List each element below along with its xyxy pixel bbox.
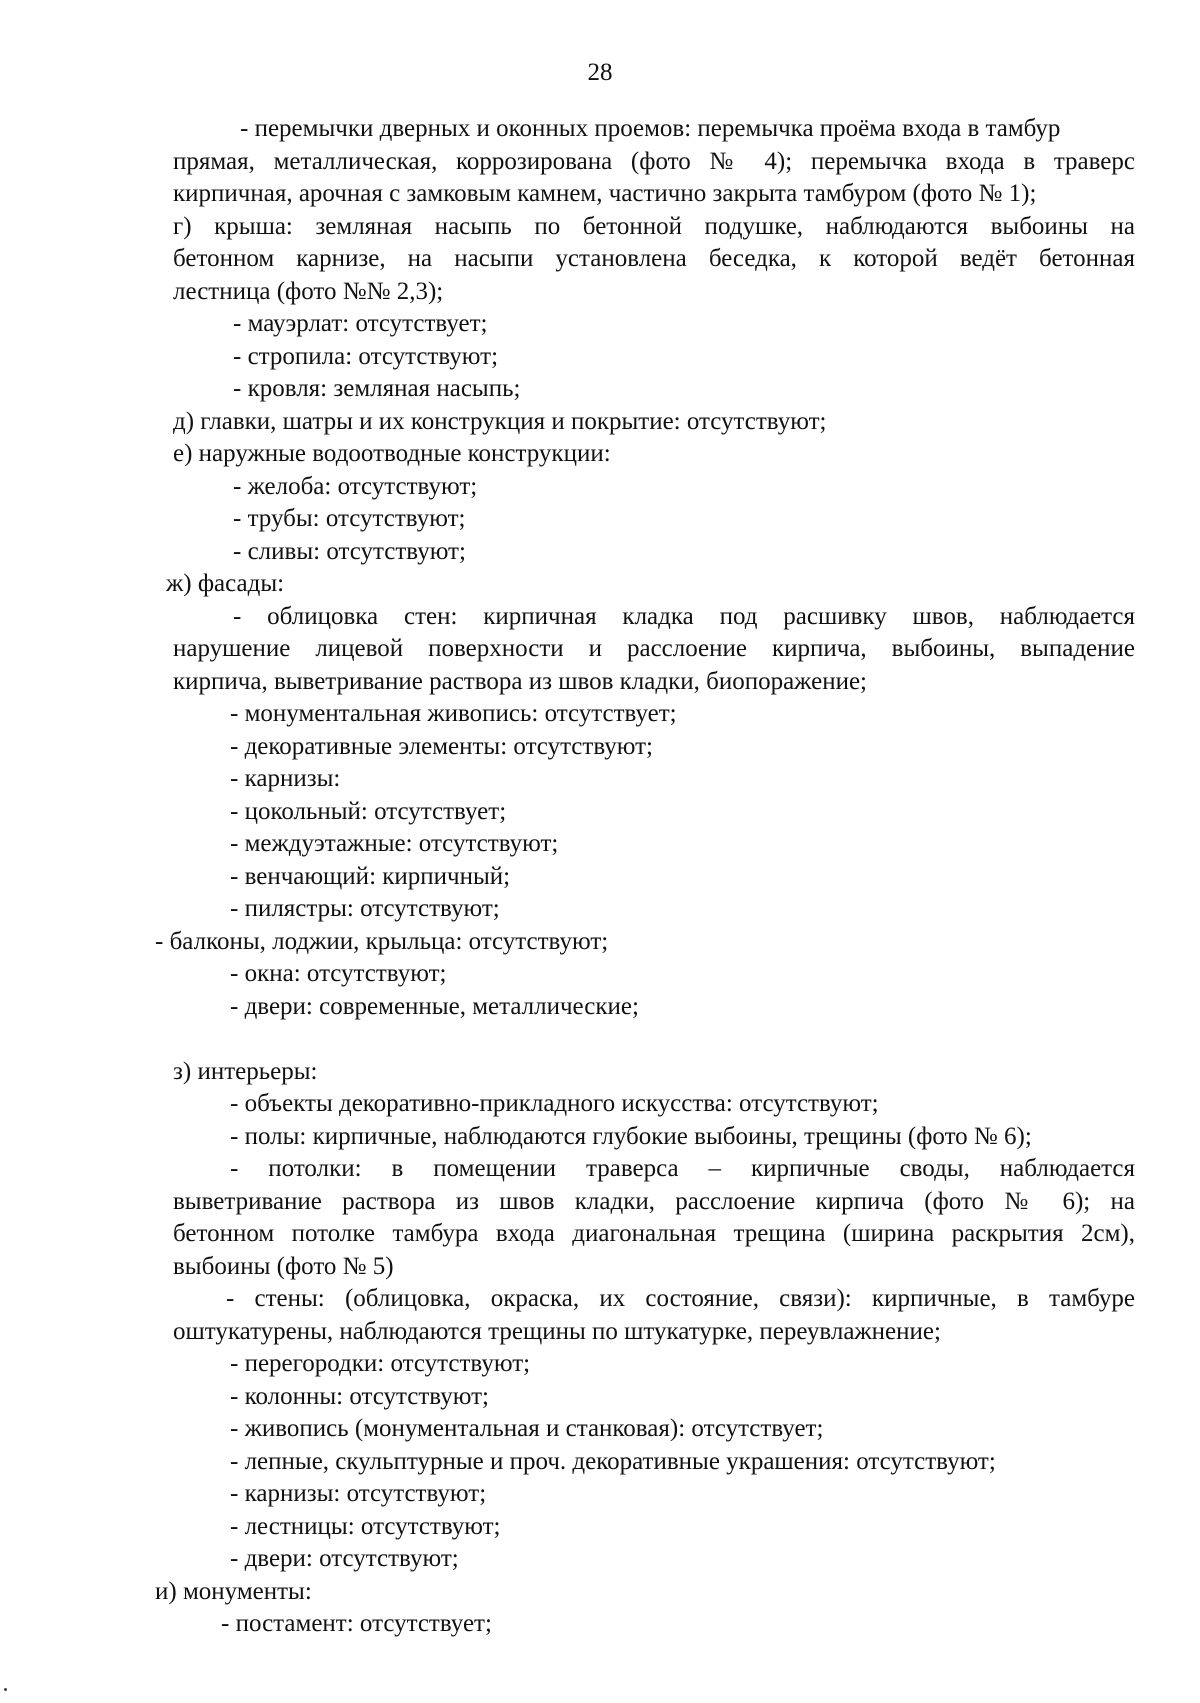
text-line: - окна: отсутствуют; [230, 960, 447, 987]
text-line: - облицовка стен: кирпичная кладка под расшивку швов, наблюдается [233, 602, 1135, 630]
text-line: - кровля: земляная насыпь; [233, 375, 521, 402]
text-line: прямая, металлическая, коррозирована (фото № 4); перемычка входа в траверс [173, 147, 1135, 175]
text-line: ж) фасады: [166, 570, 285, 597]
text-line: и) монументы: [155, 1577, 312, 1605]
text-line: лестница (фото №№ 2,3); [173, 277, 444, 305]
text-line: - балконы, лоджии, крыльца: отсутствуют; [155, 927, 609, 955]
text-line: выбоины (фото № 5) [173, 1252, 394, 1280]
text-line: - постамент: отсутствует; [221, 1610, 492, 1637]
text-line: г) крыша: земляная насыпь по бетонной подушке, наблюдаются выбоины на [173, 212, 1135, 240]
text-line: - монументальная живопись: отсутствует; [230, 700, 677, 727]
text-line: - лепные, скульптурные и проч. декоративные украшения: отсутствуют; [230, 1447, 996, 1475]
text-line: - полы: кирпичные, наблюдаются глубокие выбоины, трещины (фото № 6); [230, 1122, 1032, 1150]
text-line: - двери: отсутствуют; [230, 1545, 459, 1572]
text-line: - карнизы: [230, 765, 341, 792]
text-line: - сливы: отсутствуют; [233, 537, 466, 565]
text-line: з) интерьеры: [173, 1057, 318, 1085]
text-line: - перемычки дверных и оконных проемов: перемычка проёма входа в тамбур [240, 115, 1061, 142]
document-body [155, 113, 1135, 1641]
text-line: - мауэрлат: отсутствует; [233, 310, 488, 337]
text-line: кирпича, выветривание раствора из швов кладки, биопоражение; [173, 667, 868, 695]
scan-speck [4, 1688, 7, 1691]
text-line: - желоба: отсутствуют; [233, 472, 478, 500]
text-line: - потолки: в помещении траверса – кирпичные своды, наблюдается [230, 1155, 1135, 1182]
text-line: оштукатурены, наблюдаются трещины по штукатурке, переувлажнение; [173, 1317, 941, 1345]
text-line: - венчающий: кирпичный; [230, 862, 511, 890]
text-line: - перегородки: отсутствуют; [230, 1350, 531, 1377]
text-line: - карнизы: отсутствуют; [230, 1480, 487, 1507]
text-line: - междуэтажные: отсутствуют; [230, 830, 559, 857]
text-line: - стены: (облицовка, окраска, их состояние, связи): кирпичные, в тамбуре [226, 1285, 1135, 1312]
text-line: бетонном потолке тамбура входа диагональная трещина (ширина раскрытия 2см), [173, 1220, 1135, 1247]
page-number: 28 [587, 59, 613, 86]
text-line: выветривание раствора из швов кладки, расслоение кирпича (фото № 6); на [173, 1187, 1135, 1215]
text-line: бетонном карнизе, на насыпи установлена беседка, к которой ведёт бетонная [173, 245, 1135, 272]
text-line: - пилястры: отсутствуют; [230, 895, 500, 922]
text-line: кирпичная, арочная с замковым камнем, частично закрыта тамбуром (фото № 1); [173, 180, 1037, 207]
text-line: - двери: современные, металлические; [230, 992, 639, 1020]
text-line: - лестницы: отсутствуют; [230, 1512, 501, 1540]
text-line: - стропила: отсутствуют; [233, 342, 499, 370]
text-line: - колонны: отсутствуют; [230, 1382, 489, 1410]
text-line: е) наружные водоотводные конструкции: [173, 440, 611, 467]
text-line: - живопись (монументальная и станковая): отсутствует; [230, 1415, 824, 1442]
text-line: - трубы: отсутствуют; [233, 505, 466, 532]
text-line: нарушение лицевой поверхности и расслоение кирпича, выбоины, выпадение [173, 635, 1135, 662]
text-line: д) главки, шатры и их конструкция и покрытие: отсутствуют; [173, 407, 827, 435]
text-line: - объекты декоративно-прикладного искусства: отсутствуют; [230, 1090, 879, 1117]
text-line: - цокольный: отсутствует; [230, 797, 507, 825]
blank-line [173, 1023, 1135, 1056]
text-line: - декоративные элементы: отсутствуют; [230, 732, 653, 760]
